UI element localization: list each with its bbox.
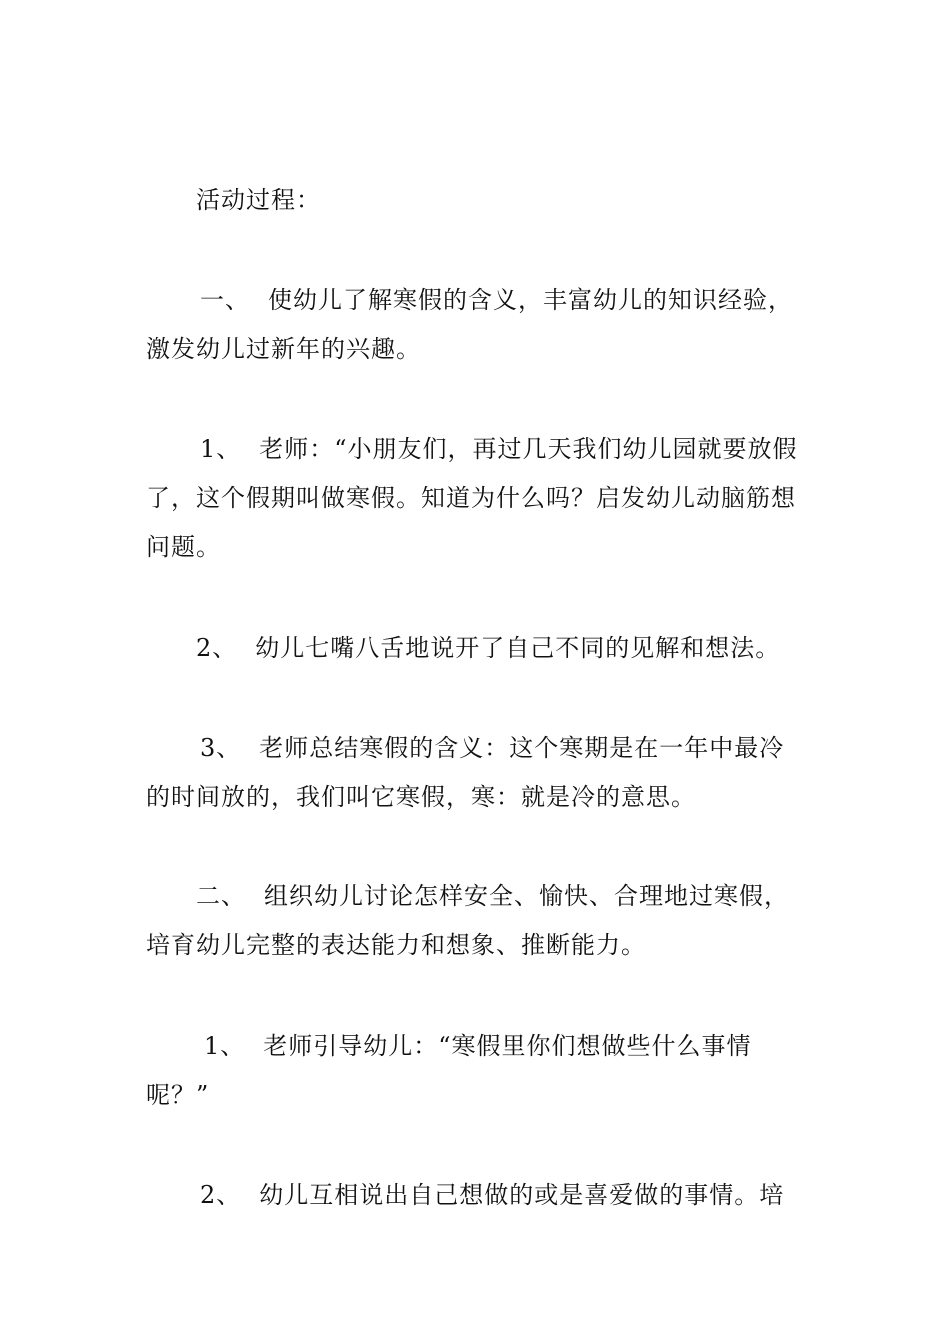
paragraph-text: 幼儿互相说出自己想做的或是喜爱做的事情。培 bbox=[259, 1181, 785, 1209]
list-marker: 3、 bbox=[200, 734, 242, 762]
paragraph-text: 使幼儿了解寒假的含义，丰富幼儿的知识经验，激发幼儿过新年的兴趣。 bbox=[146, 286, 793, 363]
list-marker: 2、 bbox=[200, 1181, 242, 1209]
paragraph-item-1b bbox=[146, 1022, 808, 1120]
paragraph-item-2 bbox=[146, 624, 808, 673]
paragraph-item-1 bbox=[146, 425, 808, 572]
paragraph-section-two bbox=[146, 872, 808, 970]
heading-text: 活动过程： bbox=[196, 186, 321, 214]
paragraph-text: 老师总结寒假的含义：这个寒期是在一年中最冷的时间放的，我们叫它寒假，寒：就是冷的意思。 bbox=[146, 734, 785, 811]
paragraph-item-2b bbox=[146, 1171, 808, 1220]
list-marker: 1、 bbox=[200, 435, 242, 463]
section-heading bbox=[146, 176, 808, 225]
paragraph-text: 幼儿七嘴八舌地说开了自己不同的见解和想法。 bbox=[255, 634, 781, 662]
paragraph-item-3 bbox=[146, 724, 808, 822]
paragraph-section-one bbox=[146, 276, 808, 374]
list-marker: 二、 bbox=[196, 882, 246, 910]
paragraph-text: 老师引导幼儿：“寒假里你们想做些什么事情呢？” bbox=[146, 1032, 752, 1109]
list-marker: 一、 bbox=[200, 286, 250, 314]
paragraph-text: 组织幼儿讨论怎样安全、愉快、合理地过寒假，培育幼儿完整的表达能力和想象、推断能力。 bbox=[146, 882, 789, 959]
list-marker: 2、 bbox=[196, 634, 238, 662]
paragraph-text: 老师：“小朋友们，再过几天我们幼儿园就要放假了，这个假期叫做寒假。知道为什么吗？启发幼儿动脑筋想问题。 bbox=[146, 435, 798, 561]
list-marker: 1、 bbox=[204, 1032, 246, 1060]
